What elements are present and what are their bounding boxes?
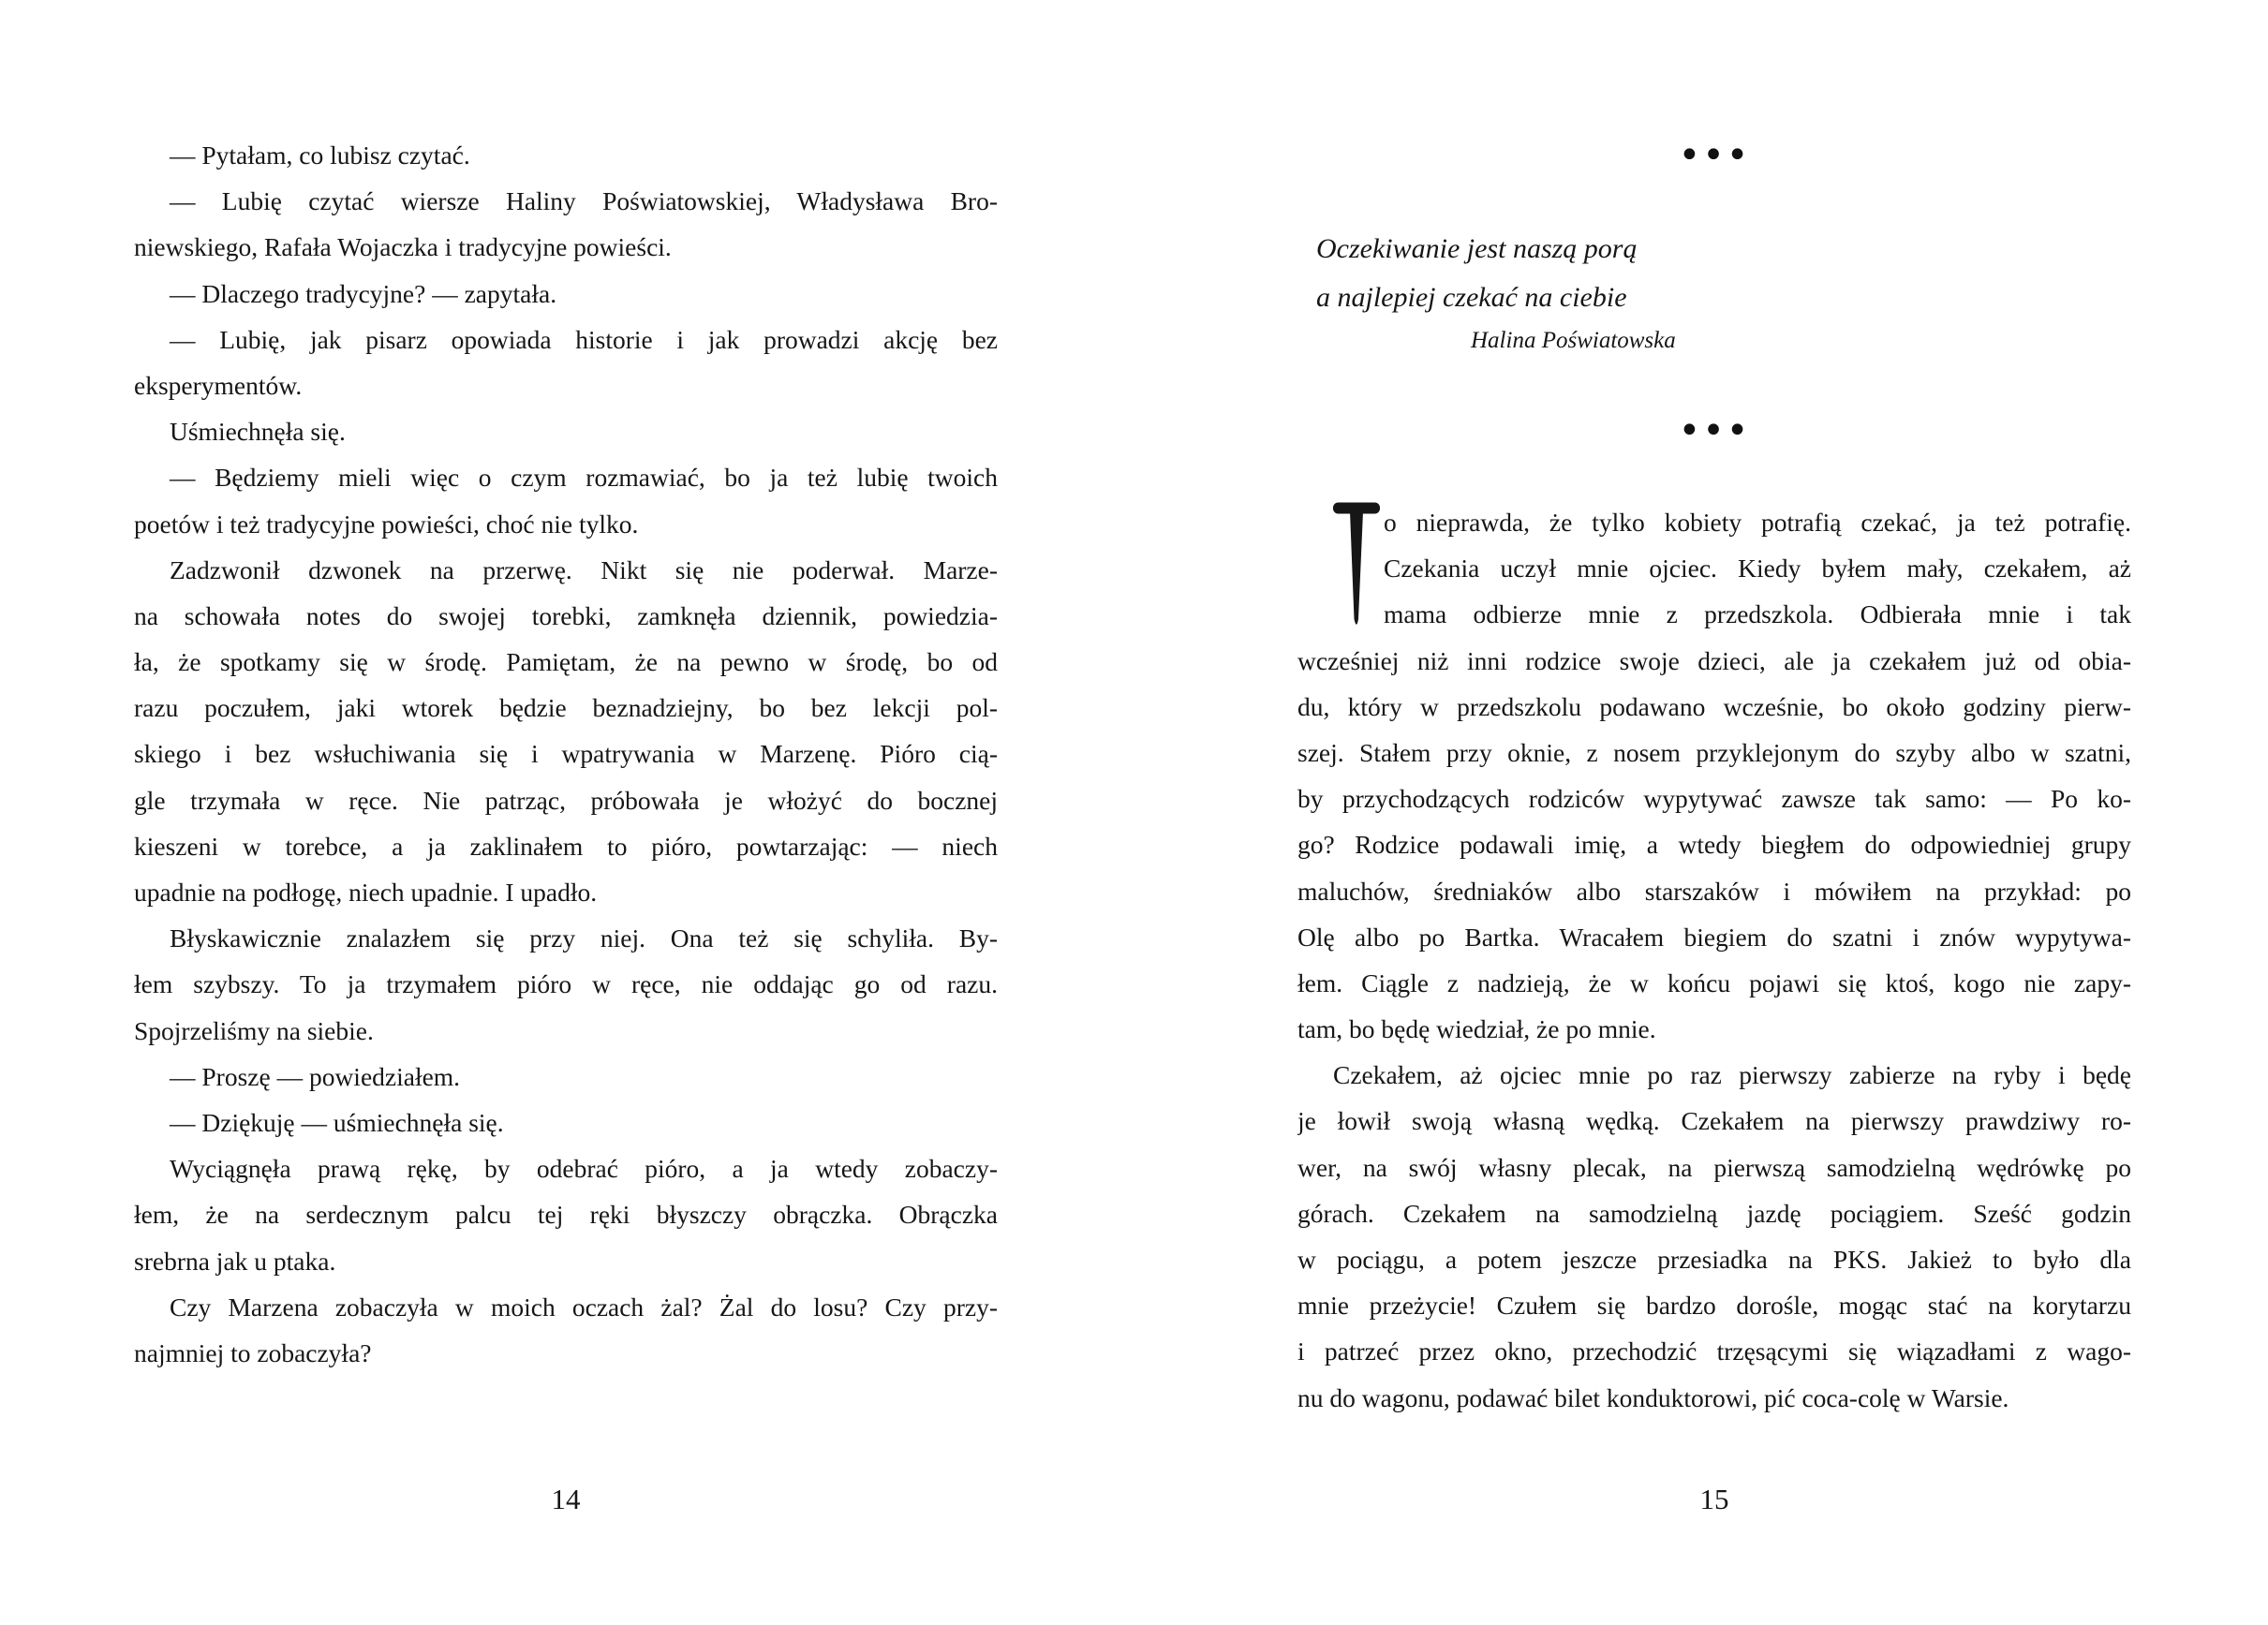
section-break-dots-icon: •••	[1678, 134, 1751, 177]
text-line: Olę albo po Bartka. Wracałem biegiem do szatni i znów wypytywa-	[1297, 922, 2131, 952]
epigraph-line: Oczekiwanie jest naszą porą	[1316, 233, 1638, 264]
text-line: razu poczułem, jaki wtorek będzie beznadziejny, bo bez lekcji pol-	[134, 693, 998, 723]
drop-cap-letter	[1332, 501, 1381, 632]
text-line: poetów i też tradycyjne powieści, choć nie tylko.	[134, 509, 639, 539]
text-line: maluchów, średniaków albo starszaków i mówiłem na przykład: po	[1297, 876, 2131, 906]
text-line: łem. Ciągle z nadzieją, że w końcu pojawi się ktoś, kogo nie zapy-	[1297, 968, 2131, 997]
left-page-number: 14	[551, 1483, 581, 1515]
left-page-text	[134, 132, 998, 1376]
text-line: Spojrzeliśmy na siebie.	[134, 1015, 374, 1045]
text-line: gle trzymała w ręce. Nie patrząc, próbowała je włożyć do bocznej	[134, 785, 998, 815]
text-line: najmniej to zobaczyła?	[134, 1337, 372, 1367]
right-page-number: 15	[1699, 1483, 1729, 1515]
text-line: na schowała notes do swojej torebki, zamknęła dziennik, powiedzia-	[134, 600, 998, 630]
text-line: mama odbierze mnie z przedszkola. Odbierała mnie i tak	[1384, 599, 2131, 629]
text-line: — Dziękuję — uśmiechnęła się.	[170, 1107, 504, 1137]
text-line: mnie przeżycie! Czułem się bardzo dorośle, mogąc stać na korytarzu	[1297, 1291, 2131, 1321]
text-line: kieszeni w torebce, a ja zaklinałem to pióro, powtarzając: — niech	[134, 831, 998, 861]
text-line: tam, bo będę wiedział, że po mnie.	[1297, 1014, 1656, 1044]
text-line: skiego i bez wsłuchiwania się i wpatrywania w Marzenę. Pióro cią-	[134, 739, 998, 769]
text-line: — Proszę — powiedziałem.	[170, 1061, 461, 1091]
section-break-dots-icon: •••	[1678, 409, 1751, 452]
text-line: go? Rodzice podawali imię, a wtedy biegłem do odpowiedniej grupy	[1297, 830, 2131, 860]
text-line: łem, że na serdecznym palcu tej ręki błyszczy obrączka. Obrączka	[134, 1200, 998, 1230]
drop-cap-glyph-icon	[1332, 501, 1381, 632]
text-line: szej. Stałem przy oknie, z nosem przyklejonym do szyby albo w szatni,	[1297, 737, 2131, 767]
text-line: du, który w przedszkolu podawano wcześnie, bo około godziny pierw-	[1297, 691, 2131, 721]
text-line: — Lubię czytać wiersze Haliny Poświatowskiej, Władysława Bro-	[170, 186, 998, 216]
text-line: srebrna jak u ptaka.	[134, 1246, 336, 1276]
text-line: i patrzeć przez okno, przechodzić trzęsącymi się wiązadłami z wago-	[1297, 1337, 2131, 1366]
text-line: — Dlaczego tradycyjne? — zapytała.	[170, 278, 557, 308]
text-line: Zadzwonił dzwonek na przerwę. Nikt się nie poderwał. Marze-	[170, 554, 998, 584]
text-line: by przychodzących rodziców wypytywać zawsze tak samo: — Po ko-	[1297, 784, 2131, 814]
text-line: eksperymentów.	[134, 370, 303, 400]
epigraph-line: a najlepiej czekać na ciebie	[1316, 282, 1627, 313]
right-page-text	[1297, 499, 2131, 1421]
text-line: wcześniej niż inni rodzice swoje dzieci, ale ja czekałem już od obia-	[1297, 645, 2131, 675]
text-line: — Będziemy mieli więc o czym rozmawiać, bo ja też lubię twoich	[170, 463, 998, 493]
text-line: Błyskawicznie znalazłem się przy niej. Ona też się schyliła. By-	[170, 923, 998, 953]
text-line: Uśmiechnęła się.	[170, 417, 346, 447]
text-line: o nieprawda, że tylko kobiety potrafią czekać, ja też potrafię.	[1384, 508, 2131, 537]
text-line: Czekałem, aż ojciec mnie po raz pierwszy zabierze na ryby i będę	[1333, 1060, 2131, 1090]
text-line: nu do wagonu, podawać bilet konduktorowi, pić coca-colę w Warsie.	[1297, 1382, 2009, 1412]
text-line: — Lubię, jak pisarz opowiada historie i jak prowadzi akcję bez	[170, 324, 998, 354]
epigraph	[1316, 225, 2122, 360]
text-line: niewskiego, Rafała Wojaczka i tradycyjne powieści.	[134, 232, 672, 262]
text-line: — Pytałam, co lubisz czytać.	[170, 140, 470, 170]
text-line: w pociągu, a potem jeszcze przesiadka na PKS. Jakież to było dla	[1297, 1245, 2131, 1274]
text-line: Czy Marzena zobaczyła w moich oczach żal? Żal do losu? Czy przy-	[170, 1292, 998, 1322]
text-line: łem szybszy. To ja trzymałem pióro w ręce, nie oddając go od razu.	[134, 969, 998, 999]
text-line: Wyciągnęła prawą rękę, by odebrać pióro, a ja wtedy zobaczy-	[170, 1154, 998, 1184]
text-line: ła, że spotkamy się w środę. Pamiętam, że na pewno w środę, bo od	[134, 647, 998, 677]
text-line: wer, na swój własny plecak, na pierwszą samodzielną wędrówkę po	[1297, 1152, 2131, 1182]
epigraph-attribution: Halina Poświatowska	[1471, 328, 1676, 353]
text-line: górach. Czekałem na samodzielną jazdę pociągiem. Sześć godzin	[1297, 1198, 2131, 1228]
text-line: Czekania uczył mnie ojciec. Kiedy byłem mały, czekałem, aż	[1384, 554, 2131, 584]
text-line: upadnie na podłogę, niech upadnie. I upadło.	[134, 878, 598, 907]
text-line: je łowił swoją własną wędką. Czekałem na pierwszy prawdziwy ro-	[1297, 1106, 2131, 1136]
